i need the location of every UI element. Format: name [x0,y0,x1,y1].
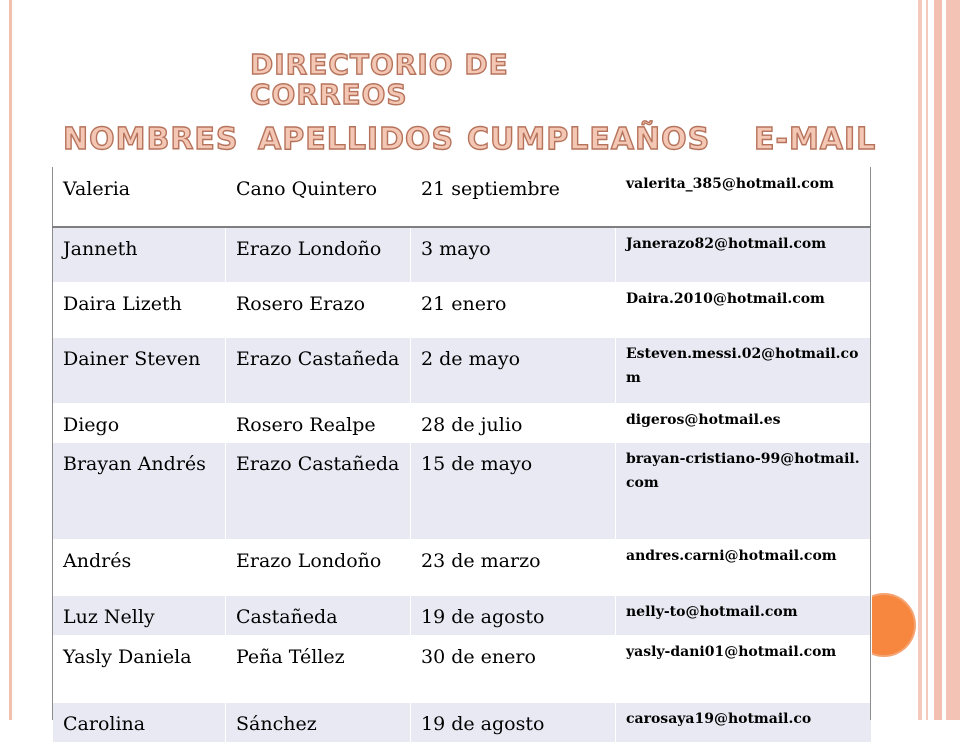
cell-nombre: Carolina [53,703,226,743]
cell-cumpleanos: 2 de mayo [411,338,616,404]
table-row [53,596,872,636]
table-row [53,636,872,703]
cell-cumpleanos: 21 enero [411,283,616,338]
cell-nombre: Janneth [53,228,226,283]
cell-apellido: Sánchez [226,703,411,743]
header-nombres: NOMBRES [63,122,239,157]
cell-nombre: Dainer Steven [53,338,226,404]
directory-table [52,167,872,743]
cell-email: yasly-dani01@hotmail.com [616,636,872,703]
table-row [53,168,872,228]
table-row [53,404,872,443]
cell-cumpleanos: 15 de mayo [411,443,616,540]
cell-email: andres.carni@hotmail.com [616,540,872,596]
header-cumpleanos: CUMPLEAÑOS [467,122,711,157]
right-border-stripe [918,0,922,720]
cell-email: nelly-to@hotmail.com [616,596,872,636]
cell-email: carosaya19@hotmail.co [616,703,872,743]
cell-apellido: Erazo Castañeda [226,338,411,404]
table-row [53,338,872,404]
cell-cumpleanos: 21 septiembre [411,168,616,228]
cell-email: Janerazo82@hotmail.com [616,228,872,283]
header-apellidos: APELLIDOS [258,122,455,157]
cell-cumpleanos: 3 mayo [411,228,616,283]
cell-cumpleanos: 28 de julio [411,404,616,443]
table-row [53,443,872,540]
cell-apellido: Rosero Realpe [226,404,411,443]
cell-apellido: Erazo Castañeda [226,443,411,540]
cell-email: digeros@hotmail.es [616,404,872,443]
header-row-divider [52,226,871,228]
table-row [53,228,872,283]
header-email: E-MAIL [754,122,877,157]
cell-apellido: Cano Quintero [226,168,411,228]
cell-cumpleanos: 19 de agosto [411,596,616,636]
cell-nombre: Yasly Daniela [53,636,226,703]
cell-email: valerita_385@hotmail.com [616,168,872,228]
right-border-stripe [934,0,942,720]
table-row [53,283,872,338]
cell-apellido: Rosero Erazo [226,283,411,338]
cell-email: Daira.2010@hotmail.com [616,283,872,338]
right-border-stripe [926,0,928,720]
cell-nombre: Andrés [53,540,226,596]
cell-nombre: Daira Lizeth [53,283,226,338]
page-title: DIRECTORIO DE CORREOS [250,48,509,111]
cell-apellido: Erazo Londoño [226,540,411,596]
cell-email: Esteven.messi.02@hotmail.com [616,338,872,404]
cell-apellido: Erazo Londoño [226,228,411,283]
cell-nombre: Valeria [53,168,226,228]
cell-cumpleanos: 19 de agosto [411,703,616,743]
cell-nombre: Brayan Andrés [53,443,226,540]
cell-apellido: Castañeda [226,596,411,636]
cell-email: brayan-cristiano-99@hotmail.com [616,443,872,540]
table-row [53,703,872,743]
cell-apellido: Peña Téllez [226,636,411,703]
cell-nombre: Luz Nelly [53,596,226,636]
right-border-stripe [946,0,960,720]
cell-nombre: Diego [53,404,226,443]
table-row [53,540,872,596]
cell-cumpleanos: 30 de enero [411,636,616,703]
left-border-line [9,0,12,720]
cell-cumpleanos: 23 de marzo [411,540,616,596]
